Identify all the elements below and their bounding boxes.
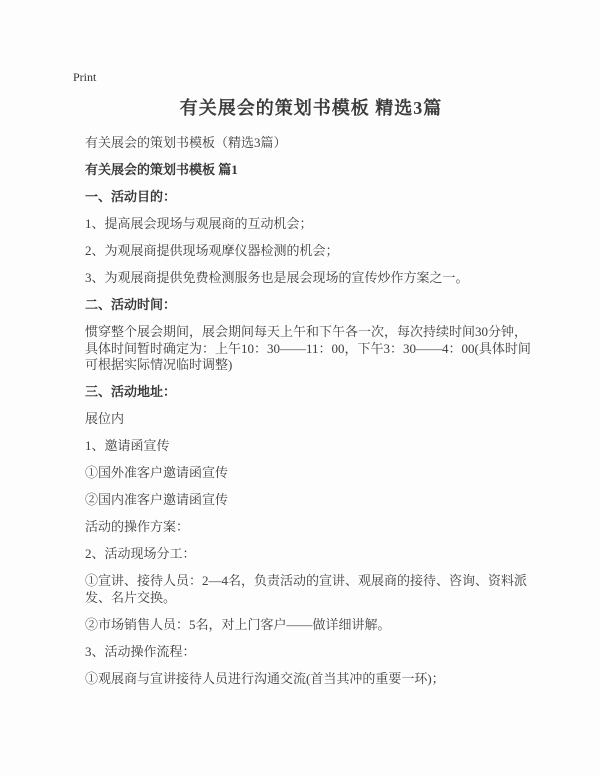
paragraph: ②市场销售人员：5名，对上门客户——做详细讲解。 — [85, 616, 391, 632]
document-title: 有关展会的策划书模板 精选3篇 — [179, 98, 443, 118]
paragraph: ①观展商与宣讲接待人员进行沟通交流(首当其冲的重要一环)； — [85, 670, 445, 686]
section-heading: 有关展会的策划书模板 篇1 — [85, 162, 238, 177]
document-blocks — [85, 162, 537, 687]
document-content — [85, 97, 537, 698]
paragraph: ①国外准客户邀请函宣传 — [85, 465, 229, 480]
paragraph: 3、活动操作流程： — [85, 643, 196, 659]
paragraph: 3、为观展商提供免费检测服务也是展会现场的宣传炒作方案之一。 — [85, 270, 469, 285]
section-heading: 二、活动时间： — [85, 297, 177, 312]
paragraph: ②国内准客户邀请函宣传 — [85, 492, 229, 507]
document-subtitle: 有关展会的策划书模板（精选3篇） — [85, 135, 287, 150]
paragraph: 2、为观展商提供现场观摩仪器检测的机会； — [85, 243, 339, 258]
paragraph: 1、邀请函宣传 — [85, 438, 170, 453]
section-heading: 一、活动目的： — [85, 189, 177, 204]
paragraph: 惯穿整个展会期间，展会期间每天上午和下午各一次，每次持续时间30分钟，具体时间暂时确定为：上午10：30——11：00，下午3：30——4：00(具体时间可根据实际情况临时调整) — [85, 324, 531, 372]
paragraph: 活动的操作方案： — [85, 519, 190, 534]
paragraph: 展位内 — [85, 411, 125, 426]
paragraph: 1、提高展会现场与观展商的互动机会； — [85, 216, 313, 231]
print-button[interactable]: Print — [73, 70, 97, 84]
paragraph: ①宣讲、接待人员：2—4名，负责活动的宣讲、观展商的接待、咨询、资料派发、名片交换。 — [85, 573, 528, 605]
paragraph: 2、活动现场分工： — [85, 546, 196, 561]
section-heading: 三、活动地址： — [85, 384, 177, 399]
